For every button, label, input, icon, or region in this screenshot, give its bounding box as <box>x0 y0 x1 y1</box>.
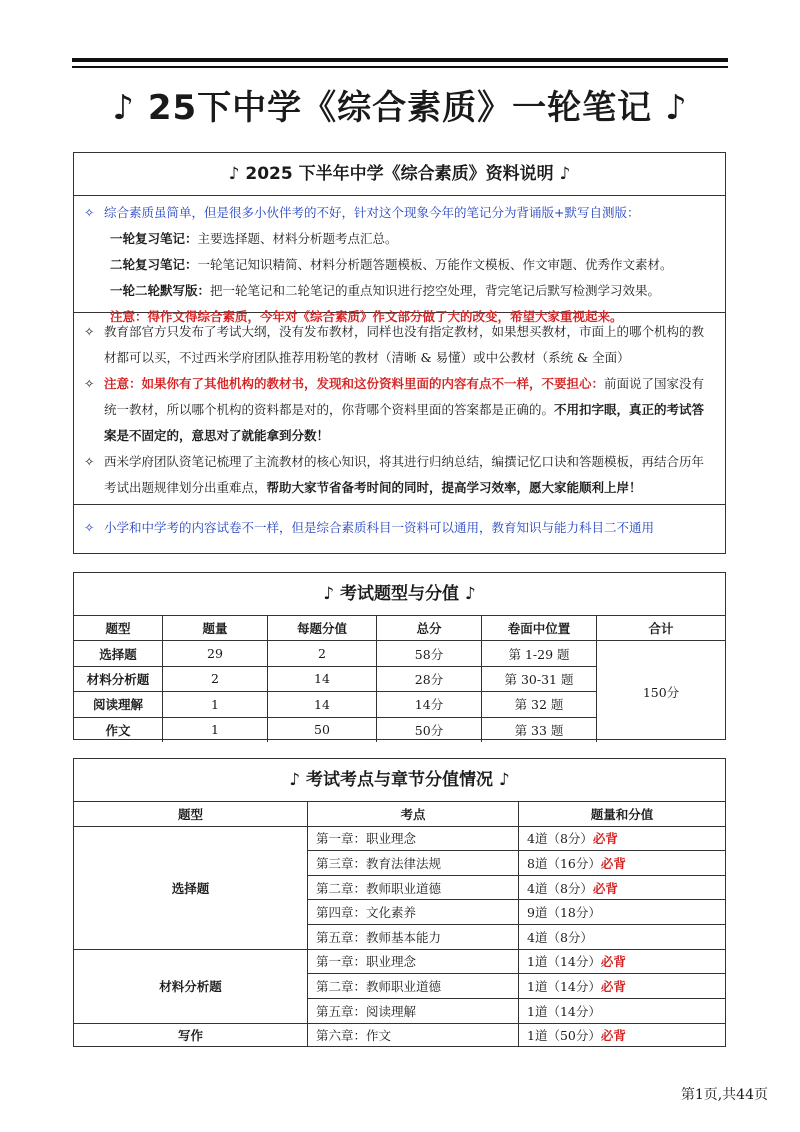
table-row: 第三章：教育法律法规 8道（16分）必背 <box>74 851 725 876</box>
diamond-bullet-icon: ✧ <box>84 376 95 391</box>
info-section <box>73 152 726 554</box>
info-item-3: 一轮二轮默写版：把一轮笔记和二轮笔记的重点知识进行挖空处理，背完笔记后默写检测学习效果。 <box>110 283 661 298</box>
col-header: 题量 <box>163 616 268 641</box>
applicability-note: ✧ 小学和中学考的内容试卷不一样，但是综合素质科目一资料可以通用，教育知识与能力科目二不通用 <box>84 515 715 541</box>
col-header: 题型 <box>74 802 308 826</box>
exam-types-heading: ♪ 考试题型与分值 ♪ <box>74 573 725 616</box>
table-header-row <box>74 802 725 826</box>
textbook-paragraph: ✧ 教育部官方只发布了考试大纲，没有发布教材，同样也没有指定教材，如果想买教材，市面上的哪个机构的教材都可以买，不过西米学府团队推荐用粉笔的教材（清晰 & 易懂）或中公教材（系统 & 全面） <box>84 319 715 371</box>
chapters-table <box>74 802 725 1047</box>
top-rule-thick <box>72 58 728 62</box>
info-heading: ♪ 2025 下半年中学《综合素质》资料说明 ♪ <box>74 153 725 196</box>
col-header: 合计 <box>597 616 726 641</box>
col-header: 题量和分值 <box>519 802 726 826</box>
diamond-bullet-icon: ✧ <box>84 454 95 469</box>
table-row: 第二章：教师职业道德 1道（14分）必背 <box>74 974 725 999</box>
table-row: 阅读理解 1 14 14分 第 32 题 <box>74 692 725 717</box>
notes-paragraph: ✧ 西米学府团队资笔记梳理了主流教材的核心知识，将其进行归纳总结，编撰记忆口诀和答题模板，再结合历年考试出题规律划分出重难点，帮助大家节省备考时间的同时，提高学习效率，愿大家能顺利上岸！ <box>84 449 715 501</box>
exam-types-table <box>74 616 725 742</box>
table-row: 材料分析题 2 14 28分 第 30-31 题 <box>74 666 725 691</box>
must-memorize-tag: 必背 <box>592 831 618 847</box>
info-item-1: 一轮复习笔记：主要选择题、材料分析题考点汇总。 <box>110 231 398 246</box>
col-header: 总分 <box>377 616 482 641</box>
table-row: 第四章：文化素养 9道（18分） <box>74 900 725 925</box>
info-intro: ✧ 综合素质虽简单，但是很多小伙伴考的不好，针对这个现象今年的笔记分为背诵版+默写自测版： <box>84 200 715 226</box>
exam-types-section <box>73 572 726 740</box>
info-block-1 <box>74 196 725 324</box>
table-row: 作文 1 50 50分 第 33 题 <box>74 717 725 742</box>
col-header: 卷面中位置 <box>482 616 597 641</box>
table-row: 第二章：教师职业道德 4道（8分）必背 <box>74 875 725 900</box>
col-header: 题型 <box>74 616 163 641</box>
top-rule-thin <box>72 66 728 68</box>
must-memorize-tag: 必背 <box>600 954 626 970</box>
table-row: 写作 第六章：作文 1道（50分）必背 <box>74 1023 725 1047</box>
must-memorize-tag: 必背 <box>600 1028 626 1044</box>
info-item-2: 二轮复习笔记：一轮笔记知识精简、材料分析题答题模板、万能作文模板、作文审题、优秀作文素材。 <box>110 257 673 272</box>
table-row: 材料分析题 第一章：职业理念 1道（14分）必背 <box>74 949 725 974</box>
diamond-bullet-icon: ✧ <box>84 205 95 220</box>
info-note: 注意：得作文得综合素质，今年对《综合素质》作文部分做了大的改变，希望大家重视起来。 <box>110 309 623 324</box>
info-block-2 <box>74 313 725 505</box>
col-header: 考点 <box>308 802 519 826</box>
chapters-heading: ♪ 考试考点与章节分值情况 ♪ <box>74 759 725 802</box>
total-score: 150分 <box>597 641 726 742</box>
page-number: 第1页,共44页 <box>680 1087 768 1103</box>
table-row: 第五章：教师基本能力 4道（8分） <box>74 925 725 950</box>
must-memorize-tag: 必背 <box>600 979 626 995</box>
table-row: 选择题 第一章：职业理念 4道（8分）必背 <box>74 826 725 851</box>
diamond-bullet-icon: ✧ <box>84 324 95 339</box>
must-memorize-tag: 必背 <box>600 855 626 871</box>
chapters-section <box>73 758 726 1047</box>
page-title: ♪ 25下中学《综合素质》一轮笔记 ♪ <box>112 88 688 128</box>
col-header: 每题分值 <box>268 616 377 641</box>
table-row: 选择题 29 2 58分 第 1-29 题 150分 <box>74 641 725 666</box>
table-header-row <box>74 616 725 641</box>
must-memorize-tag: 必背 <box>592 880 618 896</box>
diamond-bullet-icon: ✧ <box>84 520 95 535</box>
attention-paragraph: ✧ 注意：如果你有了其他机构的教材书，发现和这份资料里面的内容有点不一样，不要担心：前面说了国家没有统一教材，所以哪个机构的资料都是对的，你背哪个资料里面的答案都是正确的。不用扣字眼，真正的考试答案是不固定的，意思对了就能拿到分数！ <box>84 371 715 449</box>
table-row: 第五章：阅读理解 1道（14分） <box>74 998 725 1023</box>
info-block-3 <box>74 505 725 554</box>
